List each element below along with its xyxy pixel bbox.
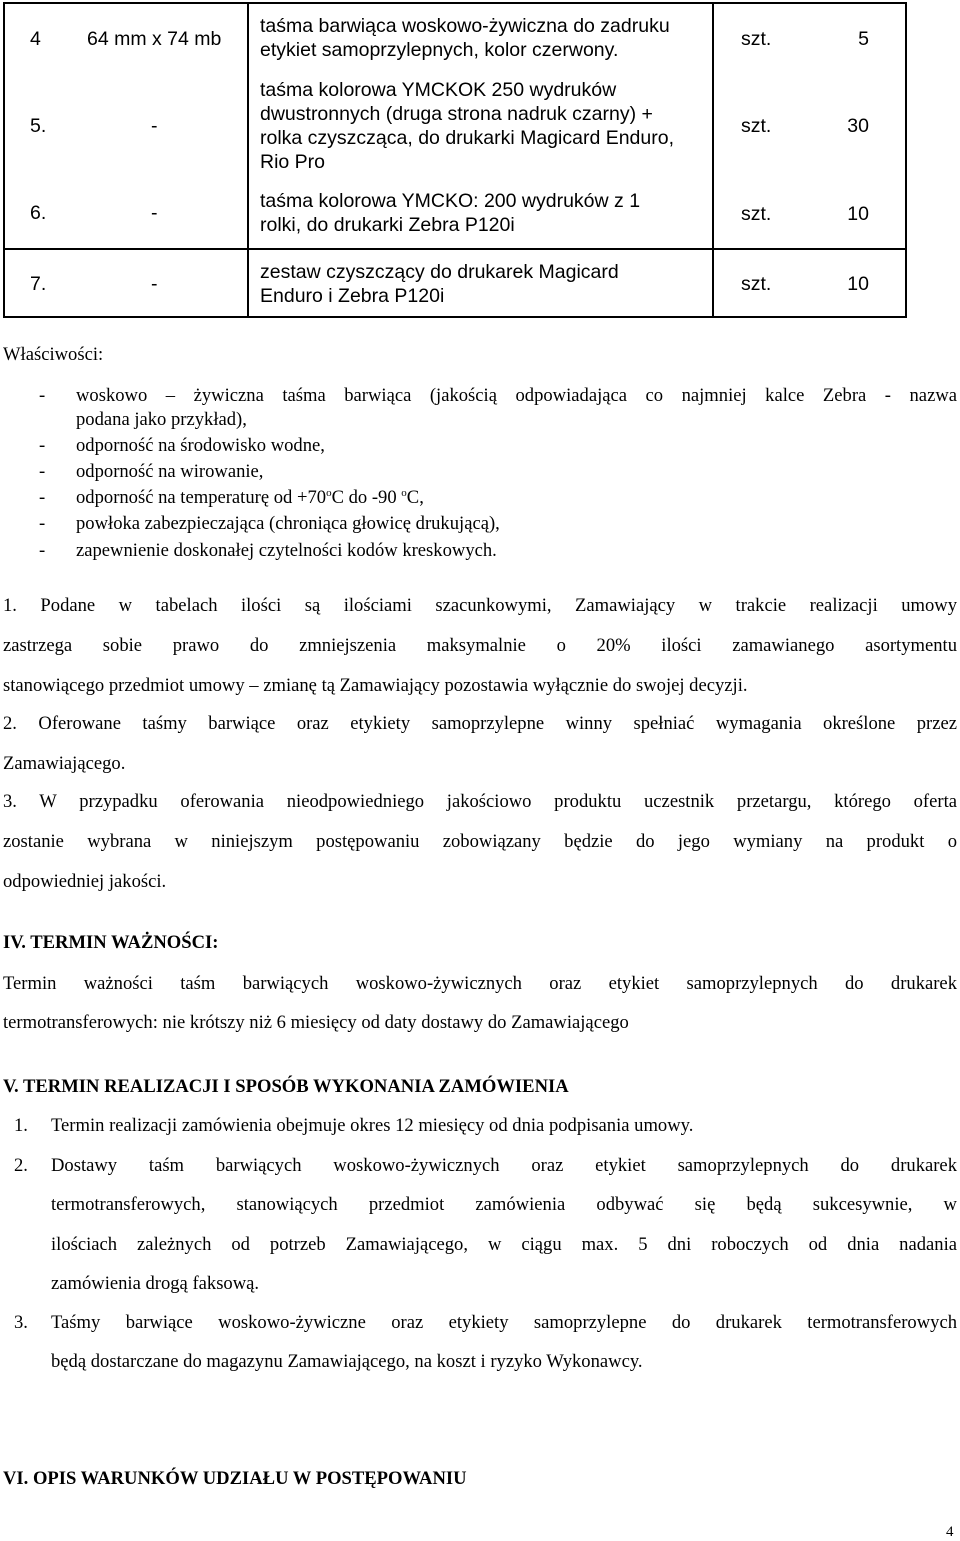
list-item-text: będą dostarczane do magazynu Zamawiającego, na koszt i ryzyko Wykonawcy. bbox=[51, 1351, 643, 1372]
property-item-temperature bbox=[76, 488, 424, 508]
bullet-dash: - bbox=[39, 540, 46, 561]
section-iv-text: Termin ważności taśm barwiących woskowo-żywicznych oraz etykiet samoprzylepnych do drukarek bbox=[3, 973, 957, 994]
quantity-value: 10 bbox=[847, 203, 869, 225]
table-cell-description bbox=[260, 14, 704, 62]
note-1-line: stanowiącego przedmiot umowy – zmianę tą Zamawiający pozostawia wyłącznie do swojej decyzji. bbox=[3, 675, 748, 696]
list-item-text: Dostawy taśm barwiących woskowo-żywicznych oraz etykiet samoprzylepnych do drukarek bbox=[51, 1155, 957, 1176]
table-border-top bbox=[3, 2, 907, 4]
items-table bbox=[3, 2, 907, 318]
properties-heading: Właściwości: bbox=[3, 344, 104, 365]
note-2-line: Zamawiającego. bbox=[3, 753, 126, 774]
table-cell-quantity bbox=[741, 272, 869, 296]
bullet-dash: - bbox=[39, 487, 46, 508]
table-border-bottom bbox=[3, 316, 907, 318]
description-line: Enduro i Zebra P120i bbox=[260, 285, 445, 307]
property-item-continuation: podana jako przykład), bbox=[76, 409, 247, 430]
description-line: Rio Pro bbox=[260, 151, 326, 173]
page-number: 4 bbox=[946, 1524, 954, 1540]
section-v-heading: V. TERMIN REALIZACJI I SPOSÓB WYKONANIA ZAMÓWIENIA bbox=[3, 1076, 569, 1097]
temperature-text: odporność na temperaturę od +70 bbox=[76, 487, 327, 508]
table-cell-size: - bbox=[151, 202, 158, 224]
bullet-dash: - bbox=[39, 385, 46, 406]
unit-label: szt. bbox=[741, 273, 772, 295]
table-row-divider bbox=[3, 248, 907, 250]
table-cell-size: - bbox=[151, 115, 158, 137]
table-cell-size: 64 mm x 74 mb bbox=[87, 28, 222, 50]
list-number: 3. bbox=[14, 1312, 28, 1333]
table-cell-lp: 4 bbox=[30, 28, 41, 50]
quantity-value: 10 bbox=[847, 273, 869, 295]
list-item-text: termotransferowych, stanowiących przedmiot zamówienia odbywać się będą sukcesywnie, w bbox=[51, 1194, 957, 1215]
list-item-text: Taśmy barwiące woskowo-żywiczne oraz etykiety samoprzylepne do drukarek termotransferowych bbox=[51, 1312, 957, 1333]
property-item: woskowo – żywiczna taśma barwiąca (jakością odpowiadająca co najmniej kalce Zebra - nazwa bbox=[76, 385, 957, 406]
note-3-line: odpowiedniej jakości. bbox=[3, 871, 167, 892]
note-3-line: 3. W przypadku oferowania nieodpowiedniego jakościowo produktu uczestnik przetargu, którego oferta bbox=[3, 791, 957, 812]
table-cell-description bbox=[260, 189, 704, 237]
table-cell-lp: 7. bbox=[30, 273, 47, 295]
table-border-right bbox=[905, 2, 907, 318]
property-item: odporność na wirowanie, bbox=[76, 461, 264, 482]
section-iv-heading: IV. TERMIN WAŻNOŚCI: bbox=[3, 932, 219, 953]
table-cell-lp: 6. bbox=[30, 202, 47, 224]
table-cell-quantity bbox=[741, 114, 869, 138]
section-vi-heading: VI. OPIS WARUNKÓW UDZIAŁU W POSTĘPOWANIU bbox=[3, 1468, 467, 1489]
property-item: powłoka zabezpieczająca (chroniąca głowicę drukującą), bbox=[76, 513, 500, 534]
note-1-line: 1. Podane w tabelach ilości są ilościami szacunkowymi, Zamawiający w trakcie realizacji umowy bbox=[3, 595, 957, 616]
description-line: rolki, do drukarki Zebra P120i bbox=[260, 214, 515, 236]
table-col-divider bbox=[712, 2, 714, 318]
note-1-line: zastrzega sobie prawo do zmniejszenia maksymalnie o 20% ilości zamawianego asortymentu bbox=[3, 635, 957, 656]
description-line: rolka czyszcząca, do drukarki Magicard Enduro, bbox=[260, 127, 675, 149]
table-cell-quantity bbox=[741, 202, 869, 226]
degree-sign: o bbox=[401, 487, 407, 499]
description-line: dwustronnych (druga strona nadruk czarny) + bbox=[260, 103, 653, 125]
table-col-divider bbox=[247, 2, 249, 318]
table-border-left bbox=[3, 2, 5, 318]
table-cell-description bbox=[260, 260, 704, 308]
degree-sign: o bbox=[326, 487, 332, 499]
list-item-text: zamówienia drogą faksową. bbox=[51, 1273, 260, 1294]
unit-label: szt. bbox=[741, 203, 772, 225]
table-cell-description bbox=[260, 78, 704, 174]
bullet-dash: - bbox=[39, 435, 46, 456]
unit-label: szt. bbox=[741, 115, 772, 137]
temperature-text: C do -90 bbox=[331, 487, 402, 508]
unit-label: szt. bbox=[741, 28, 772, 50]
temperature-text: C, bbox=[406, 487, 424, 508]
table-cell-size: - bbox=[151, 273, 158, 295]
quantity-value: 30 bbox=[847, 115, 869, 137]
section-iv-text: termotransferowych: nie krótszy niż 6 miesięcy od daty dostawy do Zamawiającego bbox=[3, 1012, 629, 1033]
description-line: taśma kolorowa YMCKO: 200 wydruków z 1 bbox=[260, 190, 641, 212]
property-item: zapewnienie doskonałej czytelności kodów kreskowych. bbox=[76, 540, 497, 561]
quantity-value: 5 bbox=[858, 28, 869, 50]
property-item: odporność na środowisko wodne, bbox=[76, 435, 325, 456]
list-item-text: ilościach zależnych od potrzeb Zamawiającego, w ciągu max. 5 dni roboczych od dnia nadania bbox=[51, 1234, 957, 1255]
description-line: taśma kolorowa YMCKOK 250 wydruków bbox=[260, 79, 617, 101]
description-line: etykiet samoprzylepnych, kolor czerwony. bbox=[260, 39, 619, 61]
bullet-dash: - bbox=[39, 513, 46, 534]
list-number: 1. bbox=[14, 1115, 28, 1136]
list-number: 2. bbox=[14, 1155, 28, 1176]
note-3-line: zostanie wybrana w niniejszym postępowaniu zobowiązany będzie do jego wymiany na produkt o bbox=[3, 831, 957, 852]
list-item-text: Termin realizacji zamówienia obejmuje okres 12 miesięcy od dnia podpisania umowy. bbox=[51, 1115, 694, 1136]
table-cell-quantity bbox=[741, 27, 869, 51]
note-2-line: 2. Oferowane taśmy barwiące oraz etykiety samoprzylepne winny spełniać wymagania określone przez bbox=[3, 713, 957, 734]
bullet-dash: - bbox=[39, 461, 46, 482]
table-cell-lp: 5. bbox=[30, 115, 47, 137]
description-line: taśma barwiąca woskowo-żywiczna do zadruku bbox=[260, 15, 670, 37]
description-line: zestaw czyszczący do drukarek Magicard bbox=[260, 261, 619, 283]
